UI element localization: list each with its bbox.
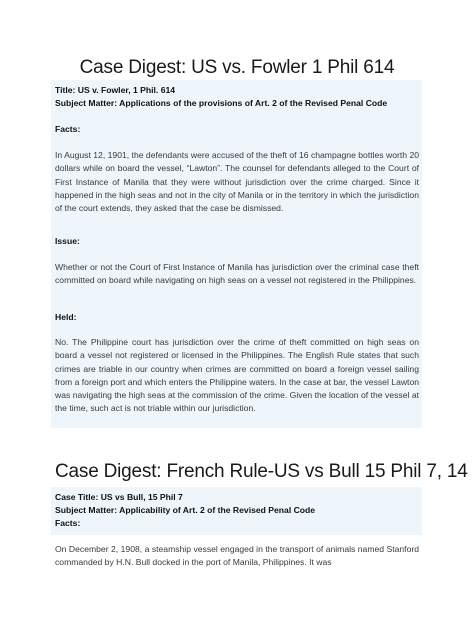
case2-facts-heading: Facts: [55, 518, 81, 528]
case2-title: Case Digest: French Rule-US vs Bull 15 Phil 7, 14 [55, 461, 468, 482]
case1-held-text: No. The Philippine court has jurisdiction over the crime of theft committed on high seas on board a vessel not registered or licensed in the Philippines. The English Rule states that such crimes are triable in our country when crimes are committed on board a foreign vessel sailing from a foreign port and which enters the Philippine waters. In the case at bar, the vessel Lawton was navigating the high seas at the commission of the crime. Given the location of the vessel at the time, such act is not triable within our jurisdiction. [55, 337, 419, 414]
case1-issue-text: Whether or not the Court of First Instance of Manila has jurisdiction over the criminal case theft committed on board while navigating on high seas on a vessel not registered in the Philippines. [55, 262, 419, 286]
case2-facts-text: On December 2, 1908, a steamship vessel engaged in the transport of animals named Stanford commanded by H.N. Bull docked in the port of Manila, Philippines. It was [55, 544, 419, 568]
case1-title: Case Digest: US vs. Fowler 1 Phil 614 [79, 57, 395, 78]
case1-issue-heading: Issue: [55, 236, 80, 246]
case2-title-line: Case Title: US vs Bull, 15 Phil 7 [55, 492, 183, 502]
case1-held-heading: Held: [55, 312, 77, 322]
case1-facts-text: In August 12, 1901, the defendants were accused of the theft of 16 champagne bottles worth 20 dollars while on board the vessel, “Lawton”. The counsel for defendants alleged to the Court of First Instance of Manila that they were without jurisdiction over the crime charged. Since it happened in the high seas and not in the city of Manila or in the territory in which the jurisdiction of the court extends, they asked that the case be dismissed. [55, 150, 419, 214]
case1-subject-line: Subject Matter: Applications of the provisions of Art. 2 of the Revised Penal Code [55, 98, 388, 108]
case1-facts-heading: Facts: [55, 124, 81, 134]
case2-subject-line: Subject Matter: Applicability of Art. 2 of the Revised Penal Code [55, 505, 316, 515]
case1-title-line: Title: US v. Fowler, 1 Phil. 614 [55, 85, 176, 95]
